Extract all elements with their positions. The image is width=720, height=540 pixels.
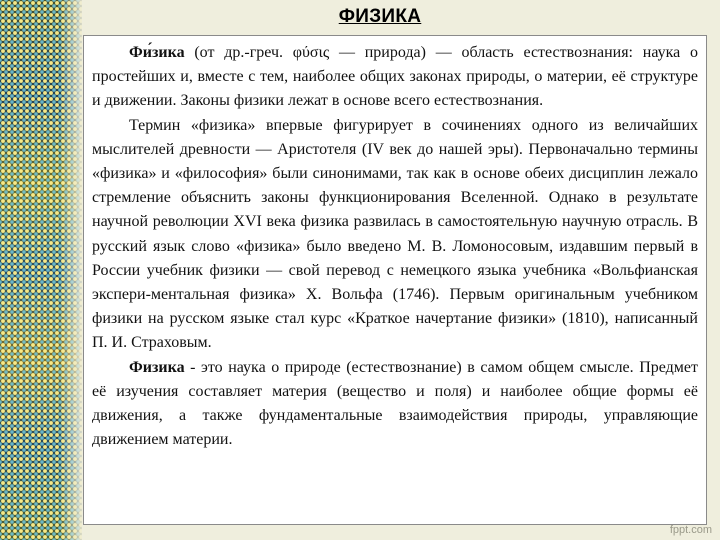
paragraph-subject-text: - это наука о природе (естествознание) в самом общем смысле. Предмет её изучения составляет материя (вещество и поля) и наиболее общие формы её движения, а также фундаментальные взаимодействия природы, управляющие движением материи. [92,358,698,449]
term-physics-stressed: Фи́зика [129,44,185,61]
slide-text-box [83,35,707,525]
paragraph-definition-text: (от др.-греч. φύσις — природа) — область естествознания: наука о простейших и, вместе с тем, наиболее общих законах природы, о материи, её структуре и движении. Законы физики лежат в основе всего естествознания. [92,44,698,110]
paragraph-definition [92,41,698,114]
paragraph-subject [92,356,698,453]
term-physics: Физика [129,358,185,376]
slide-title: ФИЗИКА [338,6,422,27]
paragraph-history: Термин «физика» впервые фигурирует в сочинениях одного из величайших мыслителей древности — Аристотеля (IV век до нашей эры). Первоначально термины «физика» и «философия» были синонимами, так как в основе обеих дисциплин лежало стремление объяснить законы функционирования Вселенной. Однако в результате научной революции XVI века физика развилась в самостоятельную научную отрасль. В русский язык слово «физика» было введено М. В. Ломоносовым, издавшим первый в России учебник физики — свой перевод с немецкого языка учебника «Вольфианская экспери-ментальная физика» Х. Вольфа (1746). Первым оригинальным учебником физики на русском языке стал курс «Краткое начертание физики» (1810), написанный П. И. Страховым. [92,116,698,352]
watermark: fppt.com [669,524,712,536]
